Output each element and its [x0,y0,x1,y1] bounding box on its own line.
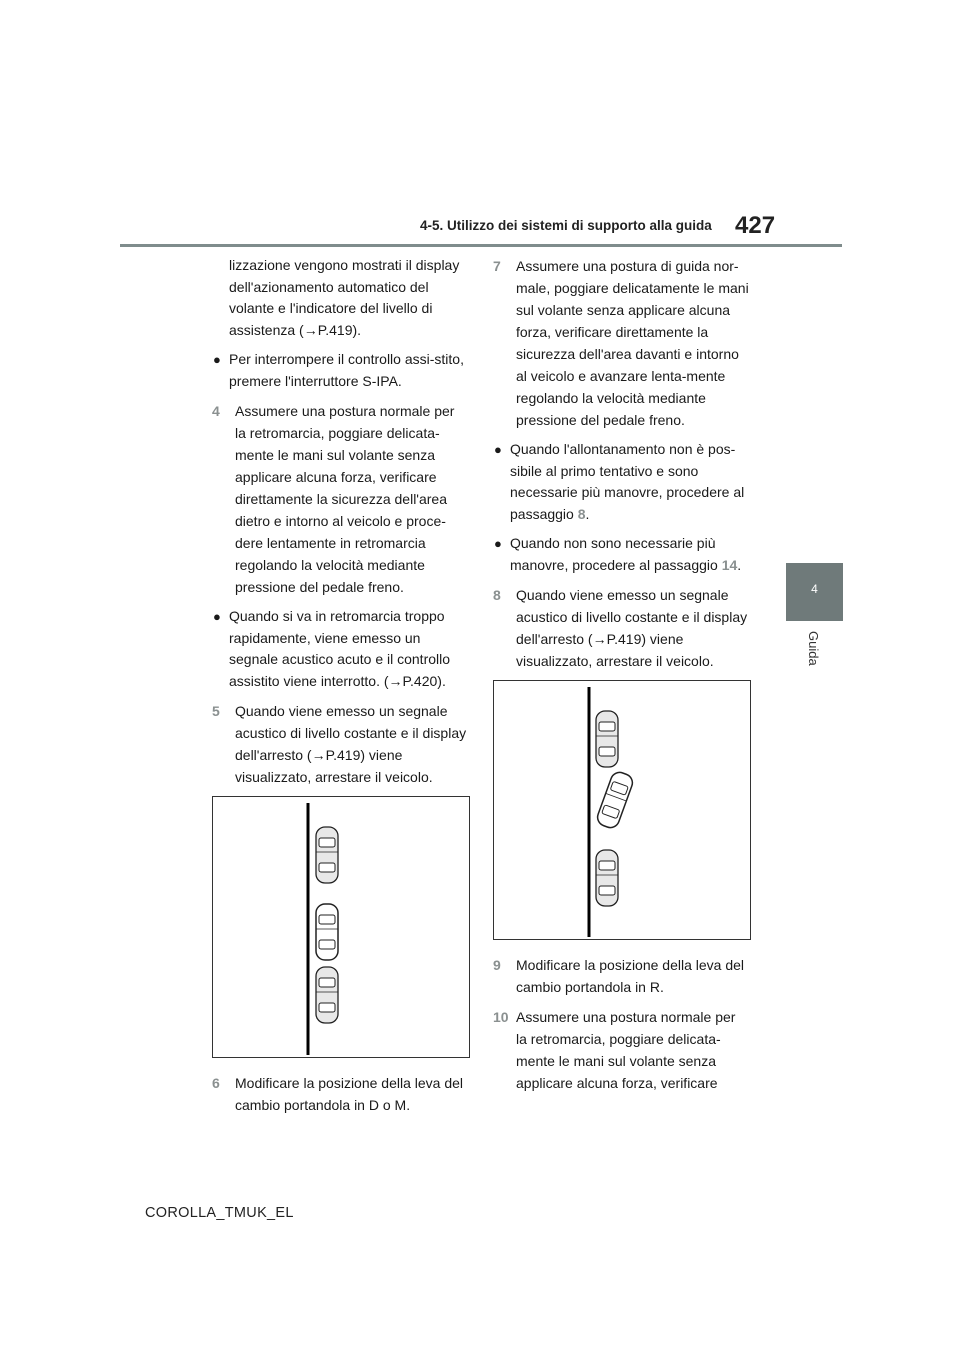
intro-paragraph: lizzazione vengono mostrati il display dell'azionamento automatico del volante e l'indicatore del livello di assistenza (→P.419). [229,257,460,338]
step-7 [493,255,749,431]
step-9 [493,954,749,998]
own-car-icon [316,904,338,960]
step-text: Modificare la posizione della leva del cambio portandola in R. [516,957,745,995]
step-4 [212,400,468,598]
own-car-angled-icon [595,770,635,830]
bullet-reverse-too-fast [212,606,468,692]
bullet-suffix: . [737,556,742,573]
step-number: 9 [493,957,501,973]
step-number: 6 [212,1075,220,1091]
step-text: Quando viene emesso un segnale acustico di livello costante e il display dell'arresto (→P.419) viene visualizzato, arrestare il veicolo. [516,587,748,669]
bullet-text: Per interrompere il controllo assi-stito, premere l'interruttore S-IPA. [229,351,464,389]
step-8 [493,584,749,672]
step-text: Quando viene emesso un segnale acustico di livello costante e il display dell'arresto (→P.419) viene visualizzato, arrestare il veicolo. [235,703,467,785]
right-column [493,255,749,1102]
header-divider [120,244,842,247]
parking-diagram-svg [213,797,469,1057]
bullet-stop-assist [212,349,468,392]
step-number: 7 [493,258,501,274]
section-title: 4-5. Utilizzo dei sistemi di supporto alla guida [420,218,712,233]
step-reference: 14 [721,556,738,573]
parked-car-front-icon [596,711,618,767]
chapter-tab [786,563,843,621]
bullet-more-maneuvers [493,439,749,525]
step-text: Assumere una postura di guida nor-male, poggiare delicatamente le mani sul volante senza applicare alcuna forza, verificare direttamente la sicurezza dell'area davanti e intorno al veicolo e avanzare lenta-mente regolando la velocità mediante pressione del pedale freno. [516,258,749,428]
left-column [212,255,468,1124]
bullet-dot-icon: ● [494,536,502,551]
bullet-text: Quando l'allontanamento non è pos-sibile al primo tentativo e sono necessarie più manovre, procedere al passaggio [510,441,745,522]
parking-illustration-left [212,796,470,1058]
bullet-dot-icon: ● [213,352,221,367]
parked-car-rear-icon [316,967,338,1023]
chapter-tab-number: 4 [811,582,818,596]
step-10 [493,1006,749,1094]
step-reference: 8 [577,505,586,522]
step-5 [212,700,468,788]
parked-car-front-icon [316,827,338,883]
parking-diagram-svg [494,681,750,939]
chapter-tab-label: Guida [806,631,821,666]
step-text: Assumere una postura normale per la retromarcia, poggiare delicata-mente le mani sul volante senza applicare alcuna forza, verificare direttamente la sicurezza dell'area dietro e intorno al veicolo e proce-dere lentamente in retromarcia regolando la velocità mediante pressione del pedale freno. [235,403,455,595]
step-number: 5 [212,703,220,719]
parking-illustration-right [493,680,751,940]
page-number: 427 [735,212,776,239]
footer-code: COROLLA_TMUK_EL [145,1205,294,1221]
step-text: Assumere una postura normale per la retromarcia, poggiare delicata-mente le mani sul volante senza applicare alcuna forza, verificare [516,1009,736,1091]
bullet-text: Quando si va in retromarcia troppo rapidamente, viene emesso un segnale acustico acuto e il controllo assistito viene interrotto. (→P.420). [229,608,451,689]
bullet-dot-icon: ● [213,609,221,624]
bullet-no-more-maneuvers [493,533,749,576]
step-number: 8 [493,587,501,603]
step-number: 10 [493,1009,509,1025]
parked-car-rear-icon [596,850,618,906]
step-number: 4 [212,403,220,419]
bullet-dot-icon: ● [494,442,502,457]
bullet-suffix: . [585,505,590,522]
bullet-text: Quando non sono necessarie più manovre, procedere al passaggio [510,535,722,573]
step-6 [212,1072,468,1116]
step-text: Modificare la posizione della leva del cambio portandola in D o M. [235,1075,464,1113]
